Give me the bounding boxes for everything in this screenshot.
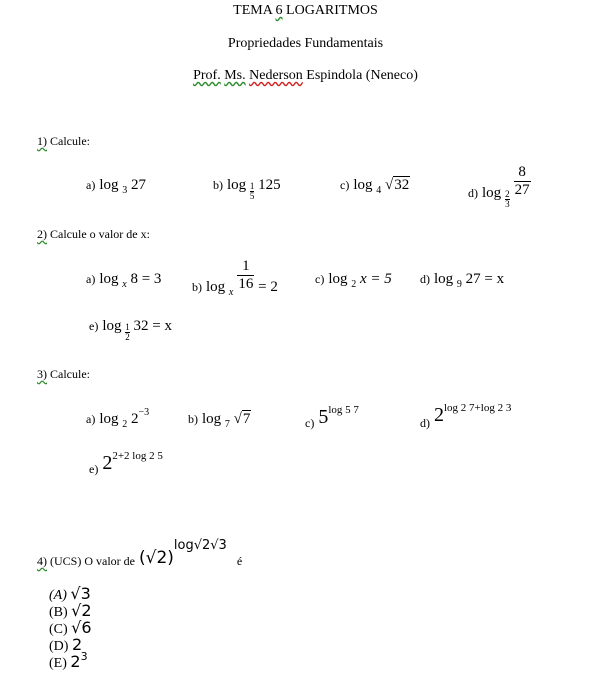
base-fraction: $\frac{1}{5}$ bbox=[249, 181, 255, 202]
q1-item-d: $_{d)}$ log $\frac{2}{3}$ $\frac{8}{27}$ bbox=[468, 164, 530, 209]
q2-item-b: $_{b)}$ log $_x$ $\frac{1}{16}$ = 2 bbox=[192, 258, 278, 299]
document-author: Prof. Ms. Nederson Espindola (Neneco) bbox=[193, 68, 418, 83]
q3-item-d: $_{d)}$ $2^{log 2 7+log 2 3}$ bbox=[420, 402, 512, 430]
q1-item-b: b) log $\frac{1}{5}$ 125 bbox=[213, 177, 281, 202]
q2-item-d: d) log $_9$ 27 = x bbox=[420, 271, 505, 290]
option-b: (B) √2 bbox=[49, 601, 92, 620]
q1-item-c: c) log $_4$ √32 bbox=[340, 177, 410, 196]
q2-item-c: c) log $_2$ x = 5 bbox=[315, 271, 392, 290]
sqrt-symbol: √7 bbox=[233, 411, 251, 427]
question-2-label: 2) Calcule o valor de x: bbox=[37, 227, 150, 241]
question-4-label: $_{4) (UCS) O valor de}$ (√2)log√2√3 $_é$ bbox=[37, 532, 242, 552]
q1-item-a: a) log $_3$ 27 bbox=[86, 177, 146, 196]
question-3-label: 3) Calcule: bbox=[37, 367, 90, 381]
sqrt-symbol: √32 bbox=[385, 177, 410, 193]
fraction: $\frac{1}{16}$ bbox=[238, 258, 254, 292]
question-4-expression: (√2)log√2√3 bbox=[138, 538, 227, 568]
q3-item-c: $_{c)}$ $5^{log 5 7}$ bbox=[305, 404, 359, 430]
document-subtitle: Propriedades Fundamentais bbox=[227, 36, 384, 51]
base-fraction: $\frac{2}{3}$ bbox=[505, 189, 510, 209]
question-1-label: 1) Calcule: bbox=[37, 134, 90, 148]
q2-item-a: a) log $_x$ 8 = 3 bbox=[86, 271, 162, 290]
title-number: 6 bbox=[275, 3, 283, 18]
option-a: (A) √3 bbox=[49, 584, 91, 603]
q3-item-b: b) log $_7$ √7 bbox=[188, 411, 251, 430]
base-fraction: $\frac{1}{2}$ bbox=[125, 322, 130, 343]
option-c: (C) √6 bbox=[49, 618, 92, 637]
option-d: (D) 2 bbox=[49, 635, 83, 654]
argument-fraction: $\frac{8}{27}$ bbox=[514, 164, 530, 198]
option-e: (E) $2^3$ bbox=[49, 650, 88, 671]
q3-item-a: a) log $_2$ $2^{-3}$ bbox=[86, 407, 150, 430]
q3-item-e: $_{e)}$ $2^{2+2 log 2 5}$ bbox=[89, 450, 163, 476]
q2-item-e: e) log $\frac{1}{2}$ 32 = x bbox=[89, 318, 172, 343]
document-title: TEMA 6 LOGARITMOS bbox=[233, 3, 378, 18]
